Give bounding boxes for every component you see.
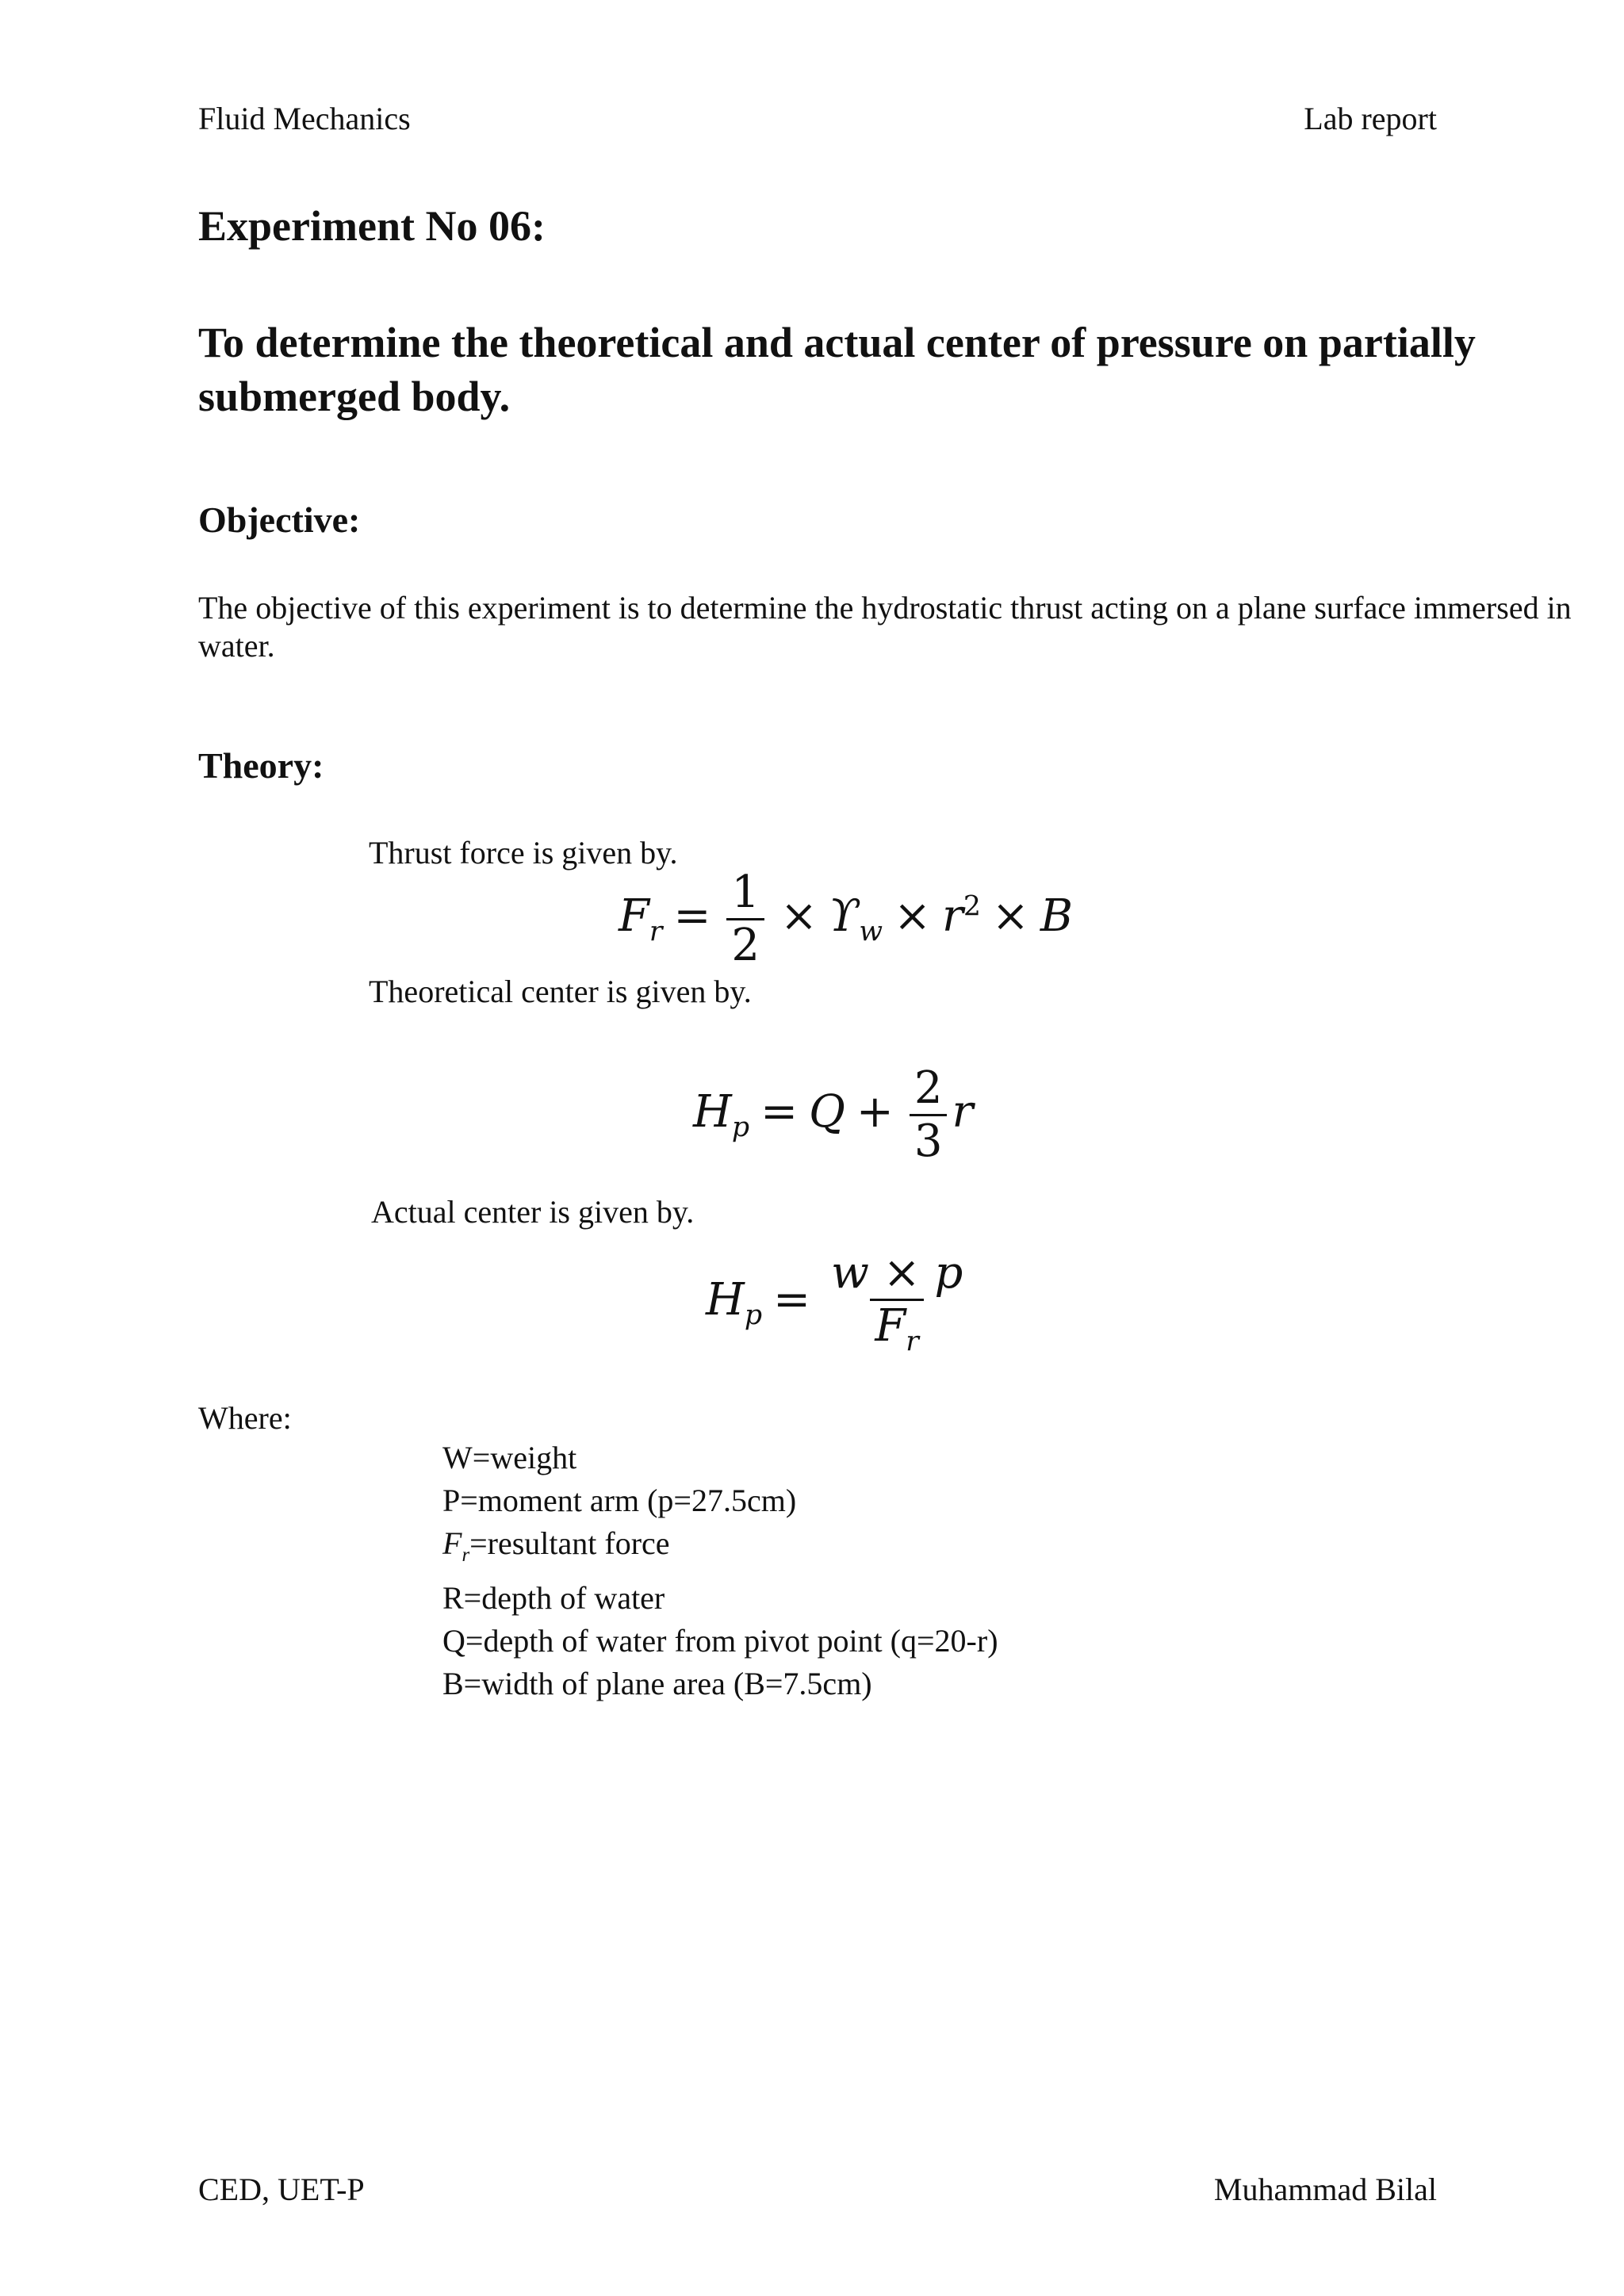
fr-subscript: r xyxy=(462,1544,470,1566)
objective-text: The objective of this experiment is to determine the hydrostatic thrust acting on a plane surface immersed in water. xyxy=(198,590,1572,664)
footer-left: CED, UET-P xyxy=(198,2172,365,2207)
header-left: Fluid Mechanics xyxy=(198,101,411,136)
experiment-title: To determine the theoretical and actual center of pressure on partially submerged body. xyxy=(198,319,1476,420)
fraction-w-p-over-fr: $\frac{w \times p}{F_r}$ xyxy=(831,1247,963,1358)
variable-item-depth-of-water: R=depth of water xyxy=(442,1580,665,1616)
experiment-heading: Experiment No 06: xyxy=(198,202,546,250)
footer-right: Muhammad Bilal xyxy=(1213,2172,1437,2207)
fr-description: =resultant force xyxy=(469,1525,670,1561)
objective-heading: Objective: xyxy=(198,499,361,540)
fraction-one-half: $\frac{1}{2}$ xyxy=(726,871,764,968)
actual-intro: Actual center is given by. xyxy=(371,1194,695,1230)
eq-fr: $F_r$ xyxy=(619,890,663,948)
actual-center-equation: $H_p$ = $\frac{w \times p}{F_r}$ xyxy=(706,1251,972,1356)
variable-item-weight: W=weight xyxy=(442,1440,577,1475)
header-right: Lab report xyxy=(1304,101,1437,136)
thrust-intro: Thrust force is given by. xyxy=(369,835,678,871)
fr-symbol: F xyxy=(442,1525,462,1561)
theoretical-intro: Theoretical center is given by. xyxy=(369,974,752,1009)
variable-item-pivot-depth: Q=depth of water from pivot point (q=20-r) xyxy=(442,1623,998,1659)
theory-heading: Theory: xyxy=(198,745,324,786)
variable-item-moment-arm: P=moment arm (p=27.5cm) xyxy=(442,1483,797,1518)
fraction-two-thirds: $\frac{2}{3}$ xyxy=(910,1066,948,1164)
thrust-equation: $F_r$ = $\frac{1}{2}$ × $ϒ_w \times r^2 \times B$ xyxy=(619,867,1073,971)
variable-list xyxy=(442,1437,998,1705)
variable-item-width: B=width of plane area (B=7.5cm) xyxy=(442,1666,872,1701)
theoretical-center-equation: $H_p = Q$ + $\frac{2}{3}$ r xyxy=(693,1062,974,1167)
where-label: Where: xyxy=(198,1400,292,1436)
variable-item-resultant-force xyxy=(442,1522,998,1577)
